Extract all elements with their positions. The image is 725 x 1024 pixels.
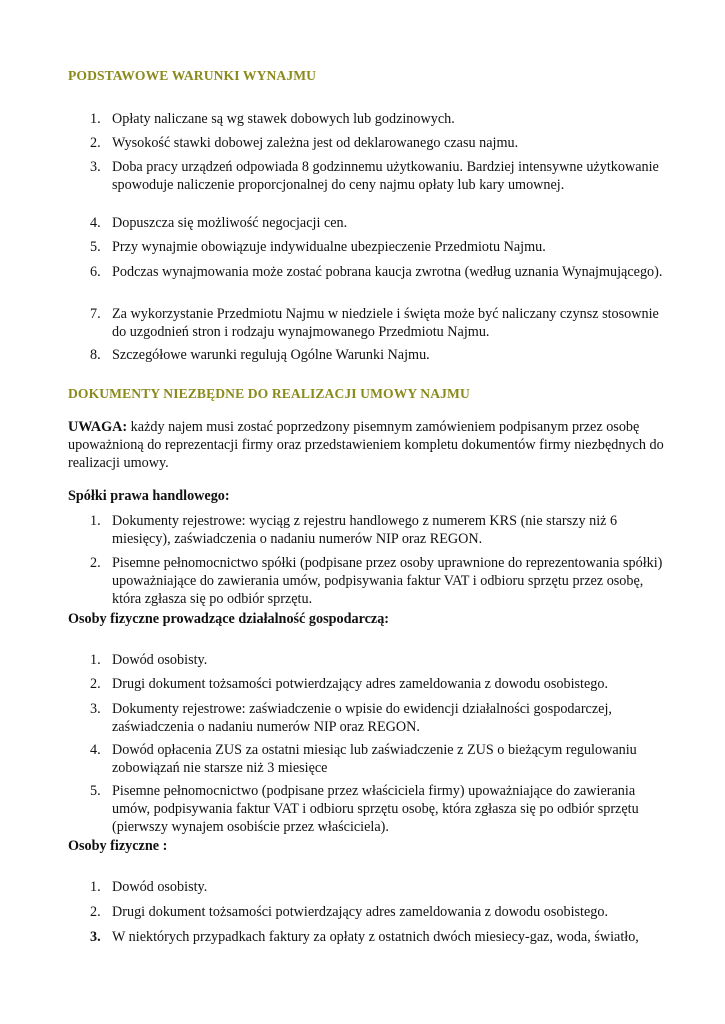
heading-required-documents: DOKUMENTY NIEZBĘDNE DO REALIZACJI UMOWY NAJMU (68, 386, 470, 401)
group-title-companies: Spółki prawa handlowego: (68, 488, 230, 504)
group-title-sole-traders: Osoby fizyczne prowadzące działalność gospodarczą: (68, 611, 390, 627)
group-title-individuals: Osoby fizyczne : (68, 838, 168, 854)
heading-basic-terms: PODSTAWOWE WARUNKI WYNAJMU (68, 68, 317, 83)
notice-label: UWAGA: (68, 419, 128, 435)
document-page: PODSTAWOWE WARUNKI WYNAJMU 1. Opłaty naliczane są wg stawek dobowych lub godzinowych. 2. Wysokość stawki dobowej zależna jest od deklarowanego czasu najmu. 3. Doba pracy urządzeń odpowiada 8 godzinnemu użytkowaniu. Bardziej intensywne użytkowanie spowoduje naliczenie proporcjonalnej do ceny najmu opłaty lub kary umownej. 4. Dopuszcza się możliwość negocjacji cen. 5. Przy wynajmie obowiązuje indywidualne ubezpieczenie Przedmiotu Najmu. 6. Podczas wynajmowania może zostać pobrana kaucja zwrotna (według uznania Wynajmującego). 7. Za wykorzystanie Przedmiotu Najmu w niedziele i święta może być naliczany czynsz stosownie do uzgodnień stron i rodzaju wynajmowanego Przedmiotu Najmu. 8. Szczegółowe warunki regulują Ogólne Warunki Najmu. DOKUMENTY NIEZBĘDNE DO REALIZACJI UMOWY NAJMU UWAGA: każdy najem musi zostać poprzedzony pisemnym zamówieniem podpisanym przez osobę upoważnioną do reprezentacji firmy oraz przedstawieniem kompletu dokumentów firmy niezbędnych do realizacji umowy. Spółki prawa handlowego: 1. Dokumenty rejestrowe: wyciąg z rejestru handlowego z numerem KRS (nie starszy niż 6 miesięcy), zaświadczenia o nadaniu numerów NIP oraz REGON. 2. Pisemne pełnomocnictwo spółki (podpisane przez osoby uprawnione do reprezentowania spółki) upoważniające do zawierania umów, podpisywania faktur VAT i odbioru sprzętu przez osobę, która zgłasza się po odbiór sprzętu. Osoby fizyczne prowadzące działalność gospodarczą: 1. Dowód osobisty. 2. Drugi dokument tożsamości potwierdzający adres zameldowania z dowodu osobistego. 3. Dokumenty rejestrowe: zaświadczenie o wpisie do ewidencji działalności gospodarczej, zaświadczenia o nadaniu numerów NIP oraz REGON. 4. Dowód opłacenia ZUS za ostatni miesiąc lub zaświadczenie z ZUS o bieżącym regulowaniu zobowiązań nie starsze niż 3 miesięce 5. Pisemne pełnomocnictwo (podpisane przez właściciela firmy) upoważniające do zawierania umów, podpisywania faktur VAT i odbioru sprzętu osobę, która zgłasza się po odbiór sprzętu (pierwszy wynajem osobiście przez właściciela). Osoby fizyczne : 1. Dowód osobisty. 2. Drugi dokument tożsamości potwierdzający adres zameldowania z dowodu osobistego. 3. W niektórych przypadkach faktury za opłaty z ostatnich dwóch miesiecy-gaz, woda, światło, (0, 0, 725, 1024)
notice-paragraph (68, 418, 668, 472)
notice-text: każdy najem musi zostać poprzedzony pisemnym zamówieniem podpisanym przez osobę upoważnioną do reprezentacji firmy oraz przedstawieniem kompletu dokumentów firmy niezbędnych do realizacji umowy. (68, 419, 664, 471)
